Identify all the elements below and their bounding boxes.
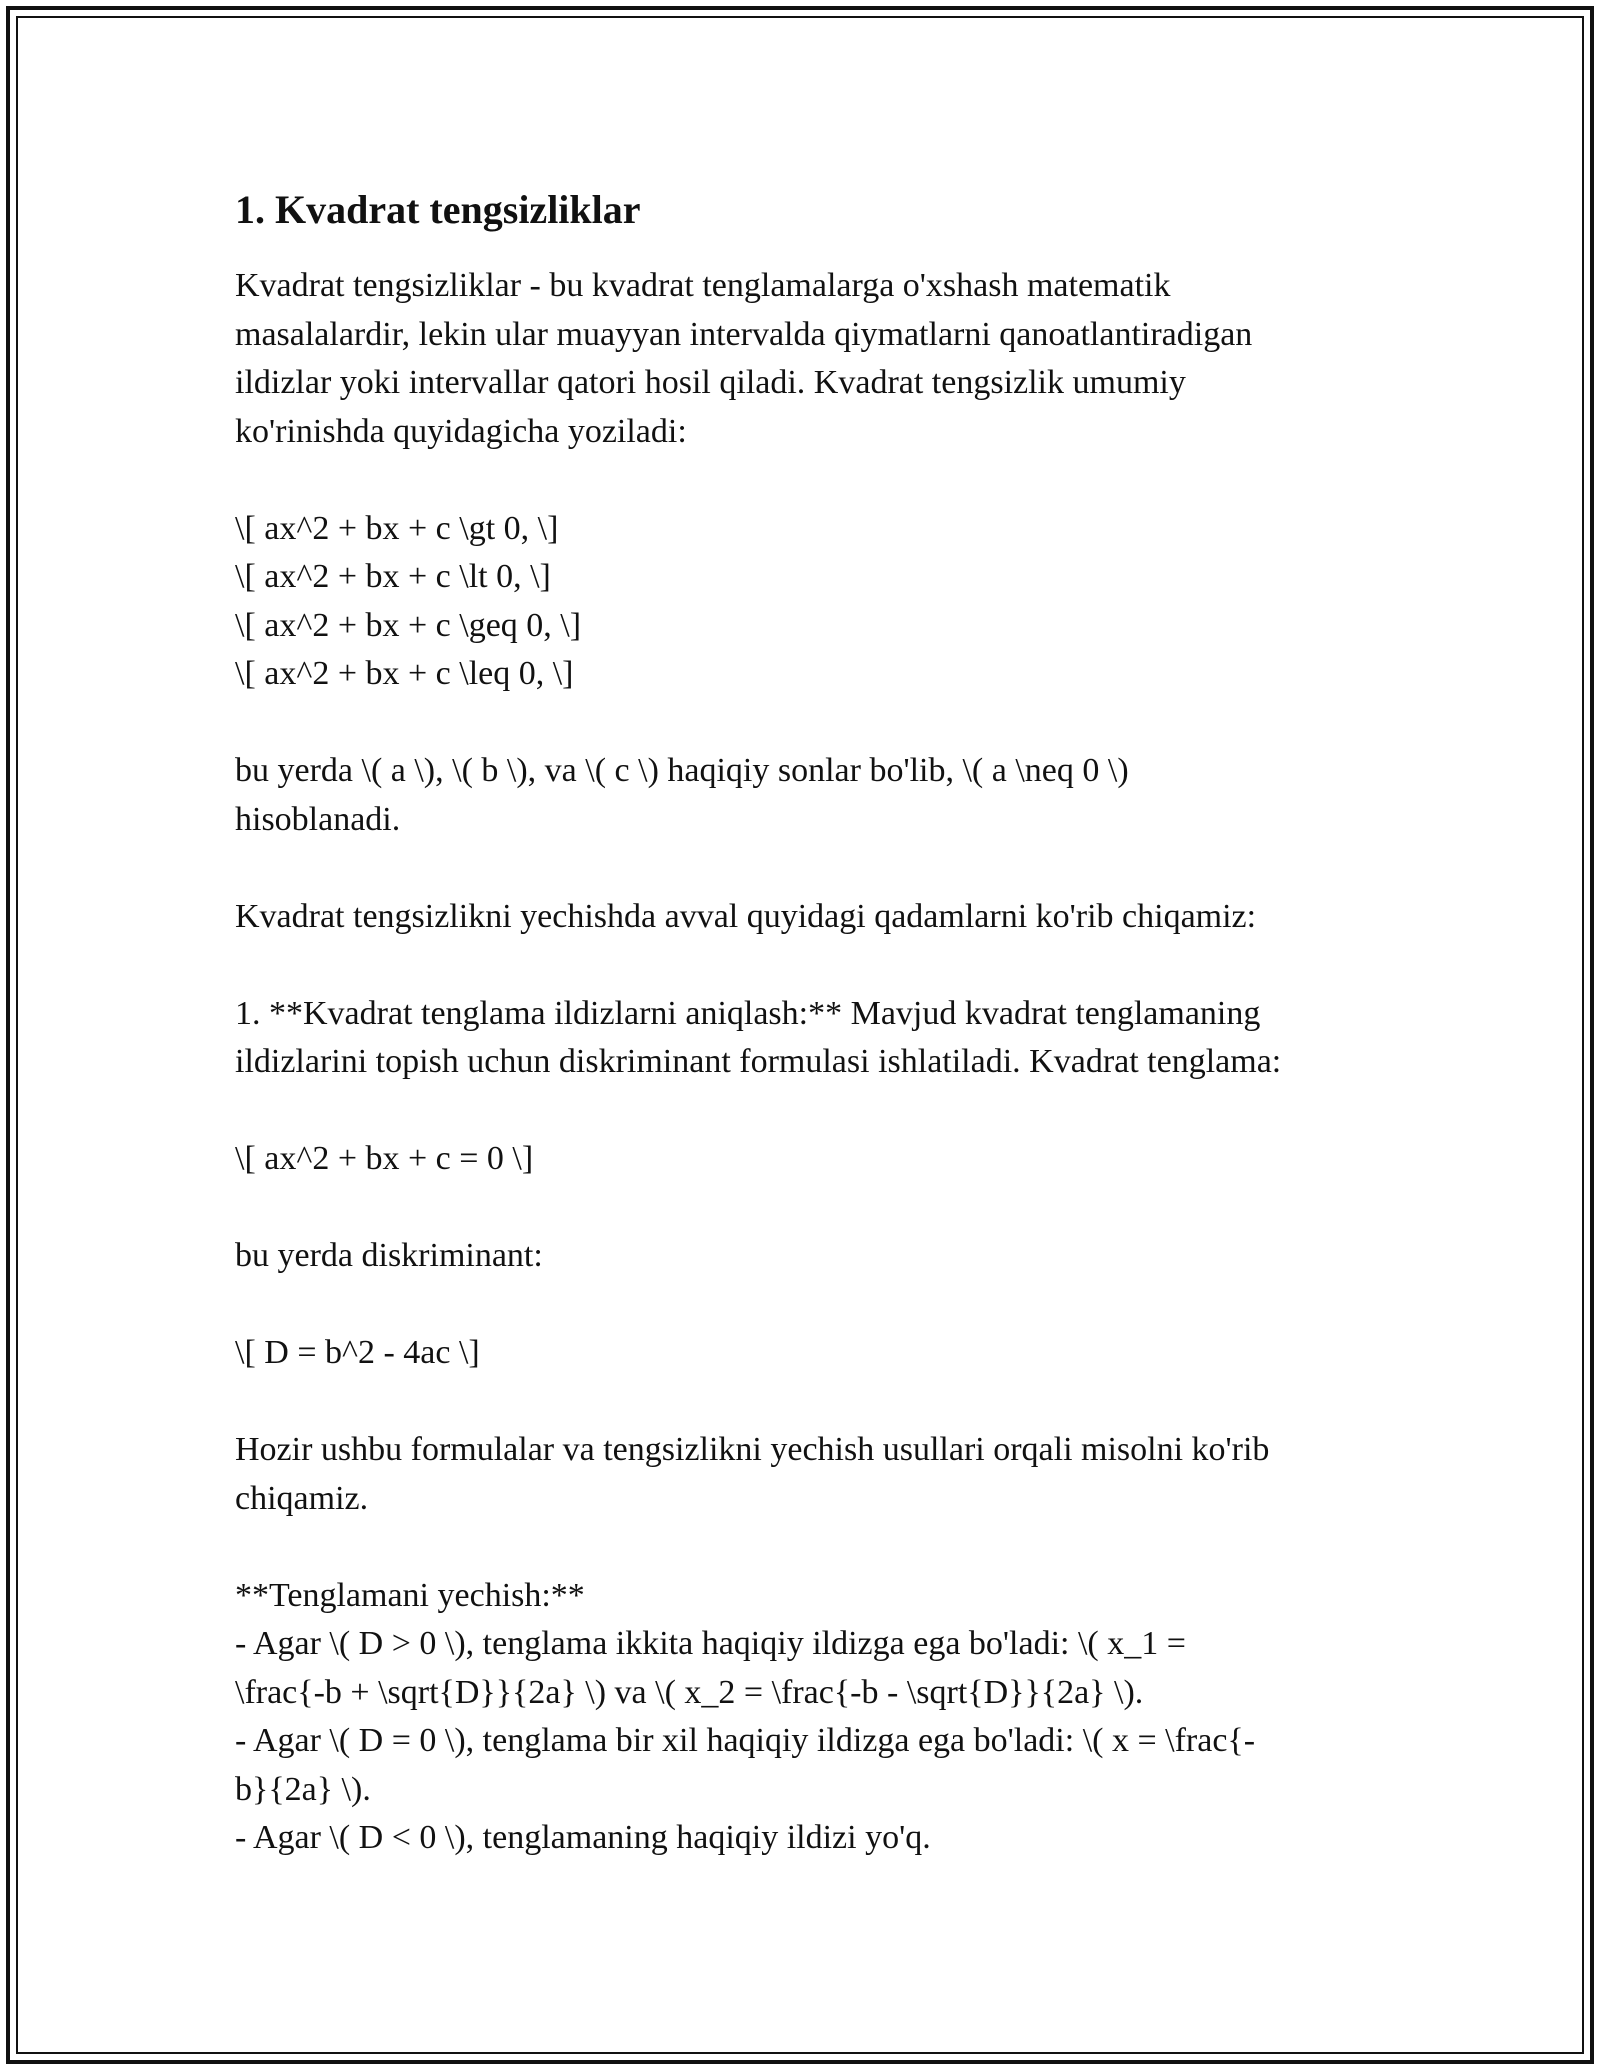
intro-line: ko'rinishda quyidagicha yoziladi:	[235, 412, 687, 450]
solution-block	[235, 1572, 1375, 1863]
intro-paragraph	[235, 262, 1375, 456]
quadratic-equation: \[ ax^2 + bx + c = 0 \]	[235, 1140, 534, 1177]
step-one-line: 1. **Kvadrat tenglama ildizlarni aniqlash:** Mavjud kvadrat tenglamaning	[235, 994, 1261, 1032]
example-intro-paragraph	[235, 1426, 1375, 1523]
steps-intro-paragraph: Kvadrat tengsizlikni yechishda avval quyidagi qadamlarni ko'rib chiqamiz:	[235, 897, 1257, 935]
inequality-formula: \[ ax^2 + bx + c \gt 0, \]	[235, 509, 559, 547]
solution-line: - Agar \( D > 0 \), tenglama ikkita haqiqiy ildizga ega bo'ladi: \( x_1 =	[235, 1625, 1186, 1662]
coefficients-line: hisoblanadi.	[235, 800, 401, 838]
solution-line: - Agar \( D < 0 \), tenglamaning haqiqiy ildizi yo'q.	[235, 1819, 931, 1856]
step-one-line: ildizlarini topish uchun diskriminant formulasi ishlatiladi. Kvadrat tenglama:	[235, 1043, 1282, 1080]
inequality-formula: \[ ax^2 + bx + c \leq 0, \]	[235, 655, 574, 692]
document-body	[235, 186, 1375, 1863]
discriminant-label: bu yerda diskriminant:	[235, 1237, 543, 1274]
discriminant-formula: \[ D = b^2 - 4ac \]	[235, 1334, 480, 1371]
step-one-paragraph	[235, 990, 1375, 1087]
coefficients-paragraph	[235, 747, 1375, 844]
section-title: 1. Kvadrat tengsizliklar	[235, 187, 641, 232]
solution-line: b}{2a} \).	[235, 1770, 371, 1808]
solution-line: - Agar \( D = 0 \), tenglama bir xil haqiqiy ildizga ega bo'ladi: \( x = \frac{-	[235, 1722, 1256, 1759]
intro-line: masalalardir, lekin ular muayyan intervalda qiymatlarni qanoatlantiradigan	[235, 315, 1253, 353]
intro-line: Kvadrat tengsizliklar - bu kvadrat tenglamalarga o'xshash matematik	[235, 267, 1171, 304]
coefficients-line: bu yerda \( a \), \( b \), va \( c \) haqiqiy sonlar bo'lib, \( a \neq 0 \)	[235, 752, 1129, 789]
inequalities-block	[235, 505, 1375, 699]
solution-heading: **Tenglamani yechish:**	[235, 1576, 585, 1614]
intro-line: ildizlar yoki intervallar qatori hosil qiladi. Kvadrat tengsizlik umumiy	[235, 364, 1186, 401]
inequality-formula: \[ ax^2 + bx + c \geq 0, \]	[235, 606, 582, 644]
example-intro-line: chiqamiz.	[235, 1479, 369, 1517]
example-intro-line: Hozir ushbu formulalar va tengsizlikni yechish usullari orqali misolni ko'rib	[235, 1431, 1270, 1468]
inequality-formula: \[ ax^2 + bx + c \lt 0, \]	[235, 558, 551, 595]
solution-line: \frac{-b + \sqrt{D}}{2a} \) va \( x_2 = \frac{-b - \sqrt{D}}{2a} \).	[235, 1673, 1144, 1711]
